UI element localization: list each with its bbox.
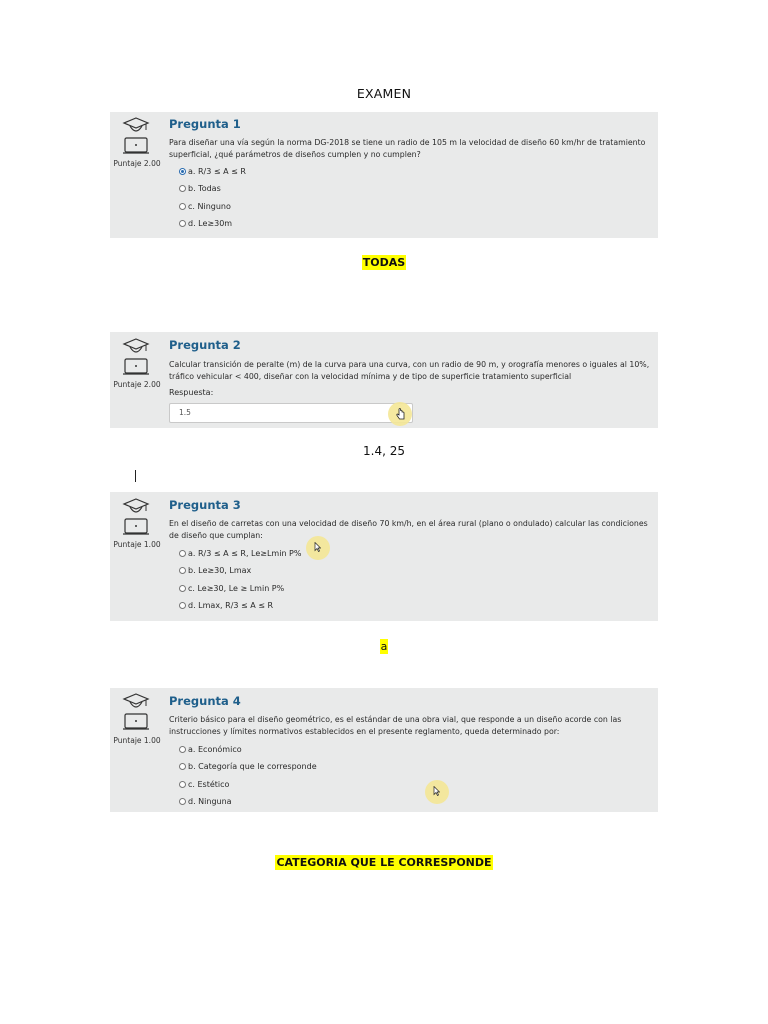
radio-icon[interactable] — [179, 763, 186, 770]
question-text — [169, 359, 657, 383]
option-label: d. Lmax, R/3 ≤ A ≤ R — [188, 601, 274, 611]
answer-3 — [0, 635, 768, 654]
question-card-2 — [110, 332, 658, 428]
option-d[interactable] — [179, 597, 301, 614]
cursor-pointer-icon — [306, 536, 330, 560]
option-label: d. Le≥30m — [188, 219, 233, 229]
question-text-line: Calcular transición de peralte (m) de la curva para una curva, con un radio de 90 m, y orografía menores o iguales al 10%, — [169, 360, 650, 369]
option-label: c. Ninguno — [188, 201, 231, 211]
radio-icon[interactable] — [179, 602, 186, 609]
answer-text: a — [380, 640, 388, 653]
answer-2 — [0, 440, 768, 459]
option-label: a. R/3 ≤ A ≤ R, Le≥Lmin P% — [188, 549, 302, 559]
question-title: Pregunta 3 — [169, 498, 241, 512]
radio-icon[interactable] — [179, 567, 186, 574]
question-score: Puntaje 2.00 — [113, 380, 161, 389]
question-title: Pregunta 4 — [169, 694, 241, 708]
response-input[interactable]: 1.5 — [169, 403, 413, 423]
answer-text: 1.4, 25 — [363, 444, 405, 458]
cursor-pointer-icon — [425, 780, 449, 804]
question-score: Puntaje 1.00 — [113, 736, 161, 745]
radio-icon[interactable] — [179, 185, 186, 192]
option-label: b. Categoría que le corresponde — [188, 762, 317, 772]
question-title: Pregunta 1 — [169, 117, 241, 131]
student-laptop-icon — [122, 116, 150, 156]
question-text — [169, 137, 657, 161]
option-b[interactable] — [179, 180, 246, 197]
student-laptop-icon — [122, 692, 150, 732]
answer-text: CATEGORIA QUE LE CORRESPONDE — [276, 856, 492, 869]
option-d[interactable] — [179, 215, 246, 232]
question-text — [169, 518, 657, 542]
answer-text: TODAS — [362, 256, 406, 269]
options-list — [179, 545, 301, 614]
student-laptop-icon — [122, 497, 150, 537]
option-label: b. Le≥30, Lmax — [188, 566, 252, 576]
options-list — [179, 163, 246, 232]
question-card-1 — [110, 112, 658, 238]
option-a[interactable] — [179, 545, 301, 562]
answer-1 — [0, 251, 768, 270]
option-b[interactable] — [179, 758, 317, 775]
hand-cursor-icon — [388, 402, 412, 426]
option-b[interactable] — [179, 562, 301, 579]
radio-icon[interactable] — [179, 798, 186, 805]
option-label: a. R/3 ≤ A ≤ R — [188, 167, 246, 177]
option-d[interactable] — [179, 793, 317, 810]
question-text — [169, 714, 657, 738]
option-label: b. Todas — [188, 184, 221, 194]
text-caret — [135, 470, 136, 482]
radio-icon[interactable] — [179, 781, 186, 788]
question-text-line: Criterio básico para el diseño geométrico, es el estándar de una obra vial, que responde a un diseño acorde con las — [169, 715, 622, 724]
option-label: a. Económico — [188, 745, 242, 755]
option-a[interactable] — [179, 741, 317, 758]
option-a[interactable] — [179, 163, 246, 180]
option-label: c. Estético — [188, 779, 230, 789]
question-text-line: En el diseño de carretas con una velocidad de diseño 70 km/h, en el área rural (plano o ondulado) calcular las condiciones — [169, 519, 648, 528]
options-list — [179, 741, 317, 810]
question-text-line: tráfico vehicular < 400, diseñar con la velocidad mínima y de tipo de superficie tratamiento superficial — [169, 372, 572, 381]
option-label: d. Ninguna — [188, 797, 232, 807]
question-text-line: de diseño que cumplan: — [169, 531, 263, 540]
question-text-line: superficial, ¿qué parámetros de diseños cumplen y no cumplen? — [169, 150, 421, 159]
response-label: Respuesta: — [169, 388, 214, 397]
radio-icon[interactable] — [179, 585, 186, 592]
question-score: Puntaje 2.00 — [113, 159, 161, 168]
question-text-line: Para diseñar una vía según la norma DG-2018 se tiene un radio de 105 m la velocidad de diseño 60 km/hr de tratamiento — [169, 138, 646, 147]
radio-icon[interactable] — [179, 220, 186, 227]
radio-checked-icon[interactable] — [179, 168, 186, 175]
option-c[interactable] — [179, 198, 246, 215]
answer-4 — [0, 851, 768, 870]
question-title: Pregunta 2 — [169, 338, 241, 352]
option-c[interactable] — [179, 580, 301, 597]
question-card-3 — [110, 492, 658, 621]
option-label: c. Le≥30, Le ≥ Lmin P% — [188, 583, 285, 593]
question-text-line: instrucciones y límites normativos establecidos en el presente reglamento, queda determinado por: — [169, 727, 560, 736]
question-card-4 — [110, 688, 658, 812]
document-title: EXAMEN — [356, 86, 412, 101]
radio-icon[interactable] — [179, 746, 186, 753]
student-laptop-icon — [122, 337, 150, 377]
option-c[interactable] — [179, 776, 317, 793]
question-score: Puntaje 1.00 — [113, 540, 161, 549]
radio-icon[interactable] — [179, 203, 186, 210]
radio-icon[interactable] — [179, 550, 186, 557]
